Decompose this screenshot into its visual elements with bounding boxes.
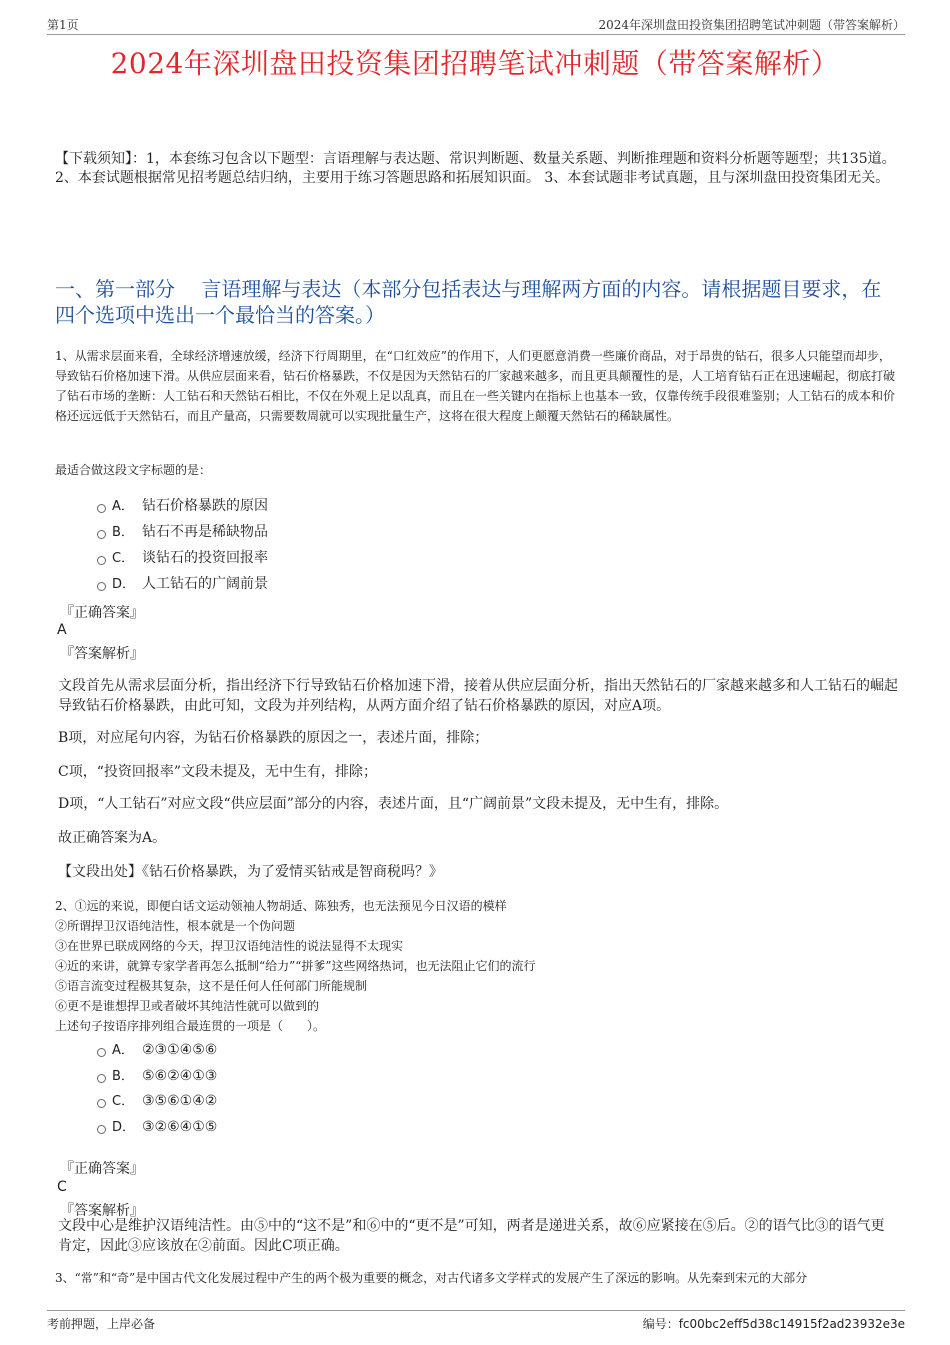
radio-icon[interactable] [97, 1125, 106, 1134]
q1-answer-label: 『正确答案』 [60, 605, 144, 621]
radio-icon[interactable] [97, 1048, 106, 1057]
q1-source: 【文段出处】《钻石价格暴跌，为了爱情买钻戒是智商税吗？》 [58, 864, 443, 880]
radio-icon[interactable] [97, 556, 106, 565]
header-doc-title: 2024年深圳盘田投资集团招聘笔试冲刺题（带答案解析） [598, 18, 905, 32]
q1-analysis-4: D项，“人工钻石”对应文段“供应层面”部分的内容，表述片面，且“广阔前景”文段未提及，无中生有，排除。 [58, 796, 729, 812]
page-header [47, 14, 905, 35]
q1-prompt: 最适合做这段文字标题的是： [55, 463, 212, 477]
q1-analysis-1: 文段首先从需求层面分析，指出经济下行导致钻石价格加速下滑，接着从供应层面分析，指出天然钻石的厂家越来越多和人工钻石的崛起导致钻石价格暴跌，由此可知，文段为并列结构，从两方面介绍了钻石价格暴跌的原因，对应A项。 [58, 678, 898, 714]
q1-answer: A [57, 622, 67, 638]
q2-option-d[interactable]: D． ③②⑥④①⑤ [97, 1117, 217, 1137]
footer-code: 编号：fc00bc2eff5d38c14915f2ad23932e3e [642, 1317, 905, 1331]
q3-passage: 3、“常”和“奇”是中国古代文化发展过程中产生的两个极为重要的概念，对古代诸多文学样式的发展产生了深远的影响。从先秦到宋元的大部分 [55, 1271, 808, 1285]
q2-option-a[interactable]: A． ②③①④⑤⑥ [97, 1040, 217, 1060]
download-notice: 【下载须知】：1，本套练习包含以下题型：言语理解与表达题、常识判断题、数量关系题、判断推理题和资料分析题等题型；共135道。 2、本套试题根据常见招考题总结归纳，主要用于练习答题思路和拓展知识面。 3、本套试题非考试真题，且与深圳盘田投资集团无关。 [55, 151, 896, 186]
q1-passage: 1、从需求层面来看，全球经济增速放缓，经济下行周期里，在“口红效应”的作用下，人们更愿意消费一些廉价商品，对于昂贵的钻石，很多人只能望而却步，导致钻石价格加速下滑。从供应层面来看，钻石价格暴跌，不仅是因为天然钻石的厂家越来越多，而且更具颠覆性的是，人工培育钻石正在迅速崛起，彻底打破了钻石市场的垄断：人工钻石和天然钻石相比，不仅在外观上足以乱真，而且在一些关键内在指标上也基本一致，仅靠传统手段很难鉴别；人工钻石的成本和价格还远远低于天然钻石，而且产量高，只需要数周就可以实现批量生产，这将在很大程度上颠覆天然钻石的稀缺属性。 [55, 349, 896, 423]
section-title: 一、第一部分 言语理解与表达（本部分包括表达与理解两方面的内容。请根据题目要求，在四个选项中选出一个最恰当的答案。） [55, 277, 882, 327]
radio-icon[interactable] [97, 530, 106, 539]
q1-option-d[interactable]: D． 人工钻石的广阔前景 [97, 574, 268, 594]
q1-analysis-label: 『答案解析』 [60, 646, 144, 662]
q1-option-c[interactable]: C． 谈钻石的投资回报率 [97, 548, 268, 568]
document-title: 2024年深圳盘田投资集团招聘笔试冲刺题（带答案解析） [110, 47, 840, 80]
q2-line-4: ④近的来讲，就算专家学者再怎么抵制“给力”“拼爹”这些网络热词，也无法阻止它们的流行 [55, 959, 536, 973]
q2-answer-label: 『正确答案』 [60, 1161, 144, 1177]
q2-option-c[interactable]: C． ③⑤⑥①④② [97, 1091, 217, 1111]
q1-analysis-3: C项，“投资回报率”文段未提及，无中生有，排除； [58, 764, 378, 780]
q2-analysis: 文段中心是维护汉语纯洁性。由⑤中的“这不是”和⑥中的“更不是”可知，两者是递进关系，故⑥应紧接在⑤后。②的语气比③的语气更肯定，因此③应该放在②前面。因此C项正确。 [58, 1218, 885, 1254]
radio-icon[interactable] [97, 504, 106, 513]
q2-line-3: ③在世界已联成网络的今天，捍卫汉语纯洁性的说法显得不太现实 [55, 939, 404, 953]
page-number: 第1页 [47, 18, 79, 32]
q2-analysis-label: 『答案解析』 [60, 1203, 144, 1219]
radio-icon[interactable] [97, 1099, 106, 1108]
q1-analysis-5: 故正确答案为A。 [58, 830, 167, 846]
q1-option-b[interactable]: B． 钻石不再是稀缺物品 [97, 522, 268, 542]
q1-option-a[interactable]: A． 钻石价格暴跌的原因 [97, 496, 268, 516]
radio-icon[interactable] [97, 1074, 106, 1083]
q2-line-1: 2、①远的来说，即便白话文运动领袖人物胡适、陈独秀，也无法预见今日汉语的模样 [55, 899, 507, 913]
q2-line-6: ⑥更不是谁想捍卫或者破坏其纯洁性就可以做到的 [55, 999, 320, 1013]
q1-analysis-2: B项，对应尾句内容，为钻石价格暴跌的原因之一，表述片面，排除； [58, 730, 489, 746]
q2-line-5: ⑤语言流变过程极其复杂，这不是任何人任何部门所能规制 [55, 979, 368, 993]
q2-option-b[interactable]: B． ⑤⑥②④①③ [97, 1066, 217, 1086]
q2-prompt: 上述句子按语序排列组合最连贯的一项是（ ）。 [55, 1019, 326, 1033]
q2-line-2: ②所谓捍卫汉语纯洁性，根本就是一个伪问题 [55, 919, 296, 933]
page-footer [47, 1310, 905, 1333]
footer-slogan: 考前押题，上岸必备 [47, 1317, 156, 1331]
q2-answer: C [57, 1179, 67, 1195]
radio-icon[interactable] [97, 582, 106, 591]
